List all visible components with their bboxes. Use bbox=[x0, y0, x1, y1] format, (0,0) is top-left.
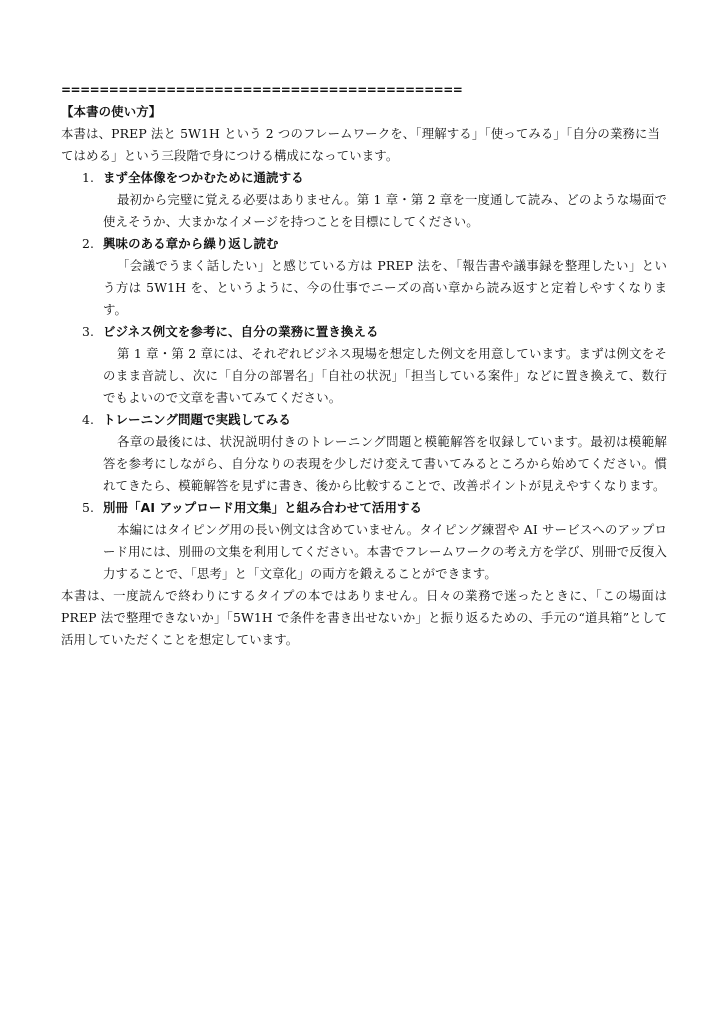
step-body: 「会議でうまく話したい」と感じている方は PREP 法を、「報告書や議事録を整理したい」という方は 5W1H を、というように、今の仕事でニーズの高い章から読み返すと定着しやすくなります。 bbox=[103, 258, 667, 317]
step-title: トレーニング問題で実践してみる bbox=[103, 412, 291, 427]
step-number: 5. bbox=[82, 500, 95, 515]
list-item bbox=[61, 497, 667, 585]
step-number: 3. bbox=[82, 324, 95, 339]
section-heading: 【本書の使い方】 bbox=[61, 104, 162, 119]
step-number: 1. bbox=[82, 170, 95, 185]
list-item bbox=[61, 409, 667, 497]
intro-paragraph: 本書は、PREP 法と 5W1H という 2 つのフレームワークを、「理解する」「使ってみる」「自分の業務に当てはめる」という三段階で身につける構成になっています。 bbox=[61, 126, 661, 163]
closing-paragraph: 本書は、一度読んで終わりにするタイプの本ではありません。日々の業務で迷ったときに、「この場面は PREP 法で整理できないか」「5W1H で条件を書き出せないか」と振り返るための、手元の“道具箱”として活用していただくことを想定しています。 bbox=[61, 588, 667, 647]
list-item bbox=[61, 321, 667, 409]
step-body: 本編にはタイピング用の長い例文は含めていません。タイピング練習や AI サービスへのアップロード用には、別冊の文集を利用してください。本書でフレームワークの考え方を学び、別冊で反復入力することで、「思考」と「文章化」の両方を鍛えることができます。 bbox=[103, 522, 667, 581]
list-item bbox=[61, 233, 667, 321]
step-title: ビジネス例文を参考に、自分の業務に置き換える bbox=[103, 324, 379, 339]
separator-rule: ========================================== bbox=[61, 83, 463, 97]
step-body: 各章の最後には、状況説明付きのトレーニング問題と模範解答を収録しています。最初は模範解答を参考にしながら、自分なりの表現を少しだけ変えて書いてみるところから始めてください。慣れてきたら、模範解答を見ずに書き、後から比較することで、改善ポイントが見えやすくなります。 bbox=[103, 434, 667, 493]
step-body: 最初から完璧に覚える必要はありません。第 1 章・第 2 章を一度通して読み、どのような場面で使えそうか、大まかなイメージを持つことを目標にしてください。 bbox=[103, 192, 667, 229]
step-title: まず全体像をつかむために通読する bbox=[103, 170, 304, 185]
step-number: 2. bbox=[82, 236, 95, 251]
step-title: 興味のある章から繰り返し読む bbox=[103, 236, 279, 251]
document-body bbox=[61, 82, 667, 651]
step-title: 別冊「AI アップロード用文集」と組み合わせて活用する bbox=[103, 500, 423, 515]
usage-steps-list bbox=[61, 167, 667, 585]
step-body: 第 1 章・第 2 章には、それぞれビジネス現場を想定した例文を用意しています。まずは例文をそのまま音読し、次に「自分の部署名」「自社の状況」「担当している案件」などに置き換えて、数行でもよいので文章を書いてみてください。 bbox=[103, 346, 667, 405]
step-number: 4. bbox=[82, 412, 95, 427]
list-item bbox=[61, 167, 667, 233]
